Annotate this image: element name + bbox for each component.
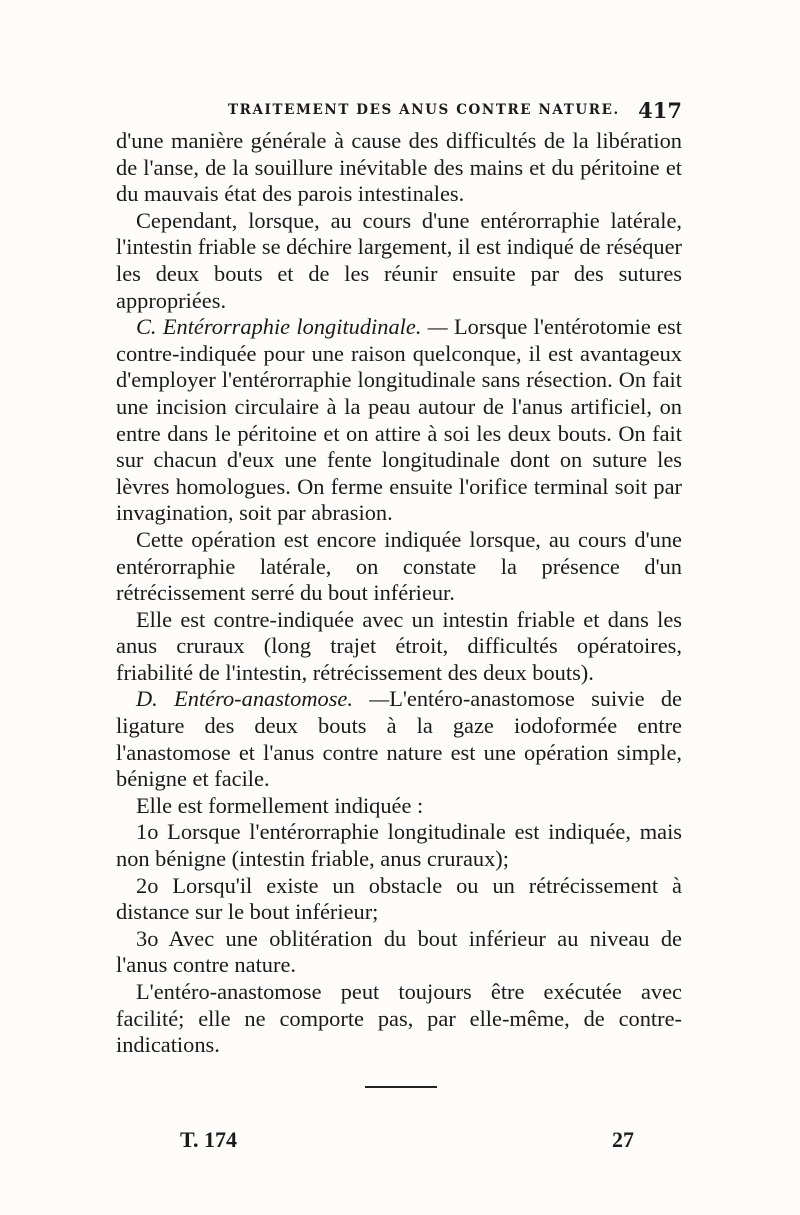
list-marker-1: 1o [136,819,159,845]
running-title: TRAITEMENT DES ANUS CONTRE NATURE. [228,102,620,118]
section-d-heading: D. Entéro-anastomose. — [136,686,390,712]
page-header [116,98,682,124]
list-item-2-text: Lorsqu'il existe un obstacle ou un rétrécissement à distance sur le bout inférieur; [116,872,682,925]
list-marker-2: 2o [136,872,159,898]
paragraph-formellement: Elle est formellement indiquée : [136,792,424,818]
paragraph-cette-operation: Cette opération est encore indiquée lorsque, au cours d'une entérorraphie latérale, on constate la présence d'un rétrécissement serré du bout inférieur. [116,526,682,606]
sheet-number: 27 [612,1127,634,1152]
list-item-1 [116,819,682,872]
list-item-2 [116,873,682,926]
paragraph-cependant: Cependant, lorsque, au cours d'une entérorraphie latérale, l'intestin friable se déchire largement, il est indiqué de réséquer les deux bouts et de les réunir ensuite par des sutures appropriées. [116,207,682,313]
paragraph-contre-indiquee: Elle est contre-indiquée avec un intestin friable et dans les anus cruraux (long trajet étroit, difficultés opératoires, friabilité de l'intestin, rétrécissement des deux bouts). [116,606,682,685]
paragraph-final: L'entéro-anastomose peut toujours être exécutée avec facilité; elle ne comporte pas, par elle-même, de contre-indications. [116,979,682,1058]
list-item-3 [116,926,682,979]
text-body [116,128,682,1059]
section-d-text: L'entéro-anastomose suivie de ligature des deux bouts à la gaze iodoformée entre l'anastomose et l'anus contre nature est une opération simple, bénigne et facile. [116,686,682,792]
section-c-text: Lorsque l'entérotomie est contre-indiquée pour une raison quelconque, il est avantageux d'employer l'entérorraphie longitudinale sans résection. On fait une incision circulaire à la peau autour de l'anus artificiel, on entre dans le péritoine et on attire à soi les deux bouts. On fait sur chacun d'eux une fente longitudinale dont on suture les lèvres homologues. On ferme ensuite l'orifice terminal soit par invagination, soit par abrasion. [116,314,682,526]
list-item-1-text: Lorsque l'entérorraphie longitudinale est indiquée, mais non bénigne (intestin friable, anus cruraux); [116,819,682,872]
paragraph-continuation: d'une manière générale à cause des difficultés de la libération de l'anse, de la souillure inévitable des mains et du péritoine et du mauvais état des parois intestinales. [116,128,682,207]
paragraph-section-c [116,314,682,527]
list-item-3-text: Avec une oblitération du bout inférieur au niveau de l'anus contre nature. [116,925,682,978]
page-number: 417 [638,98,682,123]
footer-rule [365,1086,437,1088]
signature-mark: T. 174 [180,1127,238,1152]
paragraph-section-d [116,686,682,792]
list-marker-3: 3o [136,925,159,951]
section-c-heading: C. Entérorraphie longitudinale. — [136,314,448,340]
